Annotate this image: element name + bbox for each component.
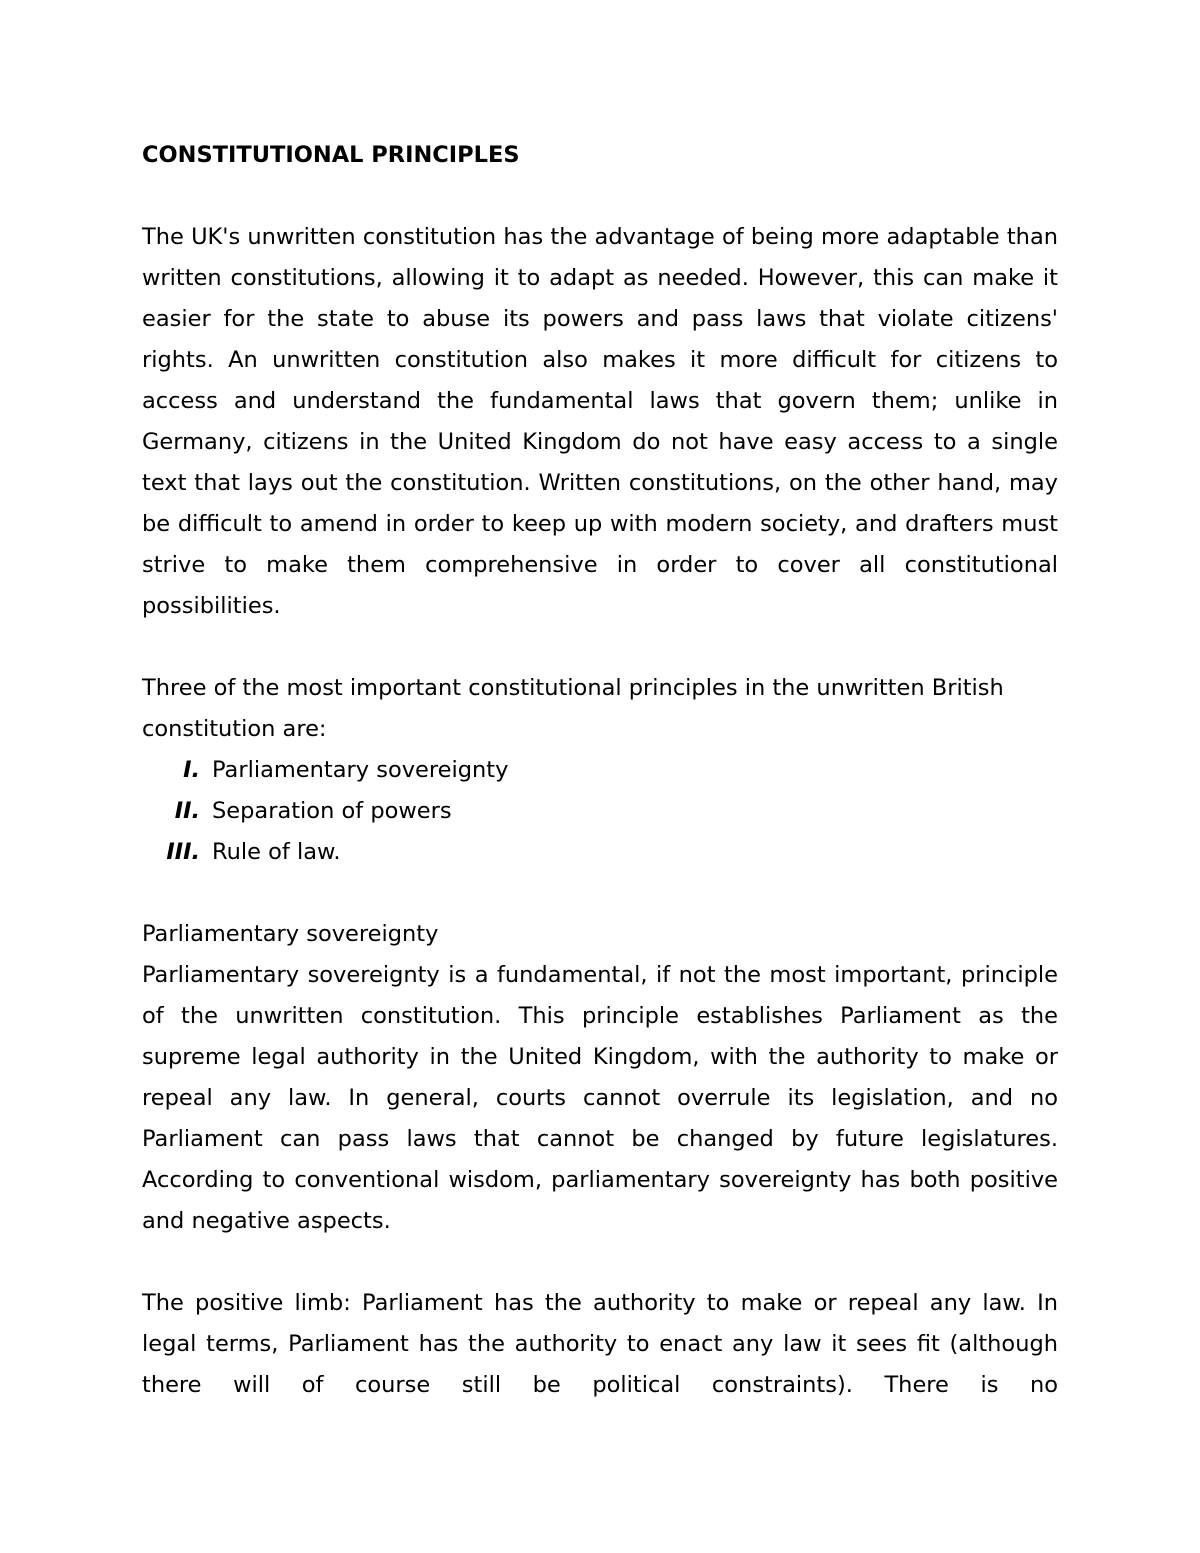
document-body — [142, 135, 1058, 1406]
document-title: CONSTITUTIONAL PRINCIPLES — [142, 142, 520, 168]
list-intro-paragraph: Three of the most important constitutional principles in the unwritten British constitution are: — [142, 675, 1004, 742]
list-item — [142, 791, 1058, 832]
list-numeral: I. — [183, 757, 200, 783]
blank-line — [142, 627, 1058, 668]
list-item-text: Separation of powers — [212, 798, 452, 824]
list-item-text: Rule of law. — [212, 839, 341, 865]
list-item — [142, 750, 1058, 791]
section-heading: Parliamentary sovereignty — [142, 921, 439, 947]
intro-paragraph: The UK's unwritten constitution has the advantage of being more adaptable than written constitutions, allowing it to adapt as needed. However, this can make it easier for the state to abuse its powers and pass laws that violate citizens' rights. An unwritten constitution also makes it more difficult for citizens to access and understand the fundamental laws that govern them; unlike in Germany, citizens in the United Kingdom do not have easy access to a single text that lays out the constitution. Written constitutions, on the other hand, may be difficult to amend in order to keep up with modern society, and drafters must strive to make them comprehensive in order to cover all constitutional possibilities. — [142, 224, 1058, 619]
positive-limb-paragraph: The positive limb: Parliament has the authority to make or repeal any law. In legal terms, Parliament has the authority to enact any law it sees fit (although there will of course still be political constraints). There is no — [142, 1290, 1058, 1398]
blank-line — [142, 176, 1058, 217]
list-numeral: III. — [166, 839, 200, 865]
list-numeral: II. — [174, 798, 200, 824]
list-item-text: Parliamentary sovereignty — [212, 757, 509, 783]
principles-list — [142, 750, 1058, 873]
blank-line — [142, 1242, 1058, 1283]
section-paragraph: Parliamentary sovereignty is a fundamental, if not the most important, principle of the unwritten constitution. This principle establishes Parliament as the supreme legal authority in the United Kingdom, with the authority to make or repeal any law. In general, courts cannot overrule its legislation, and no Parliament can pass laws that cannot be changed by future legislatures. According to conventional wisdom, parliamentary sovereignty has both positive and negative aspects. — [142, 962, 1058, 1234]
list-item — [142, 832, 1058, 873]
blank-line — [142, 873, 1058, 914]
